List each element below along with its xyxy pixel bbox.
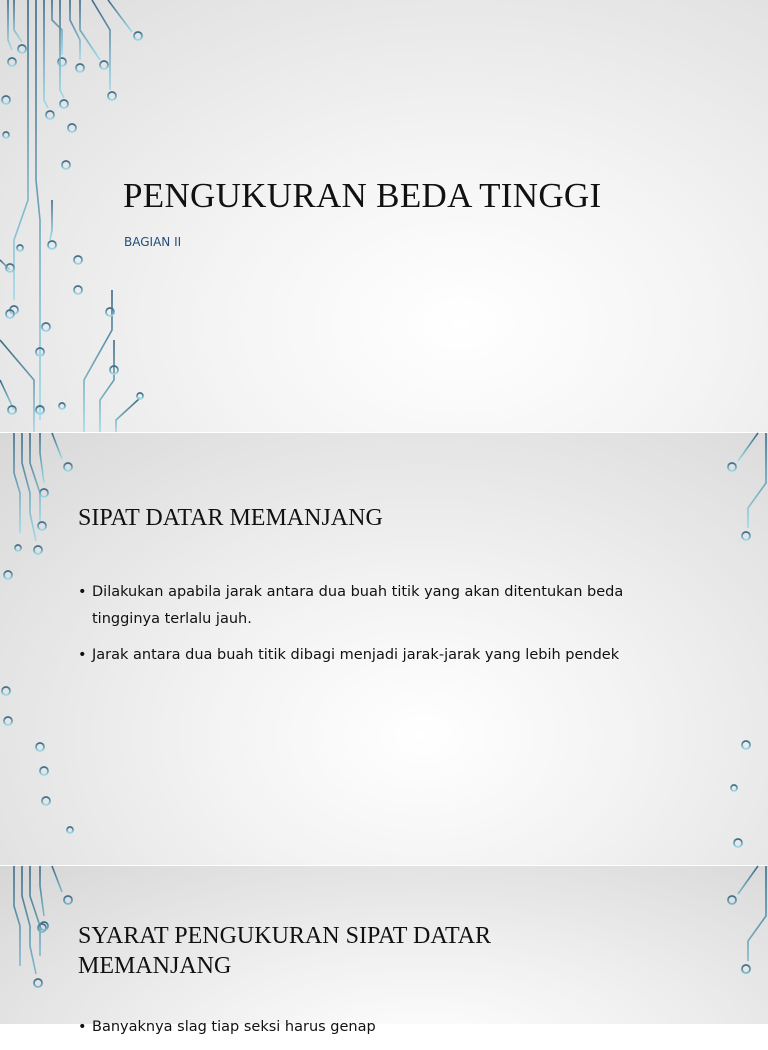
bullet-item: • Banyaknya slag tiap seksi harus genap: [78, 1014, 668, 1041]
bullet-list: [78, 1014, 668, 1050]
circuit-decoration-right-icon: [708, 866, 768, 1024]
slide-title: PENGUKURAN BEDA TINGGI: [123, 176, 602, 215]
circuit-decoration-right-icon: [708, 433, 768, 865]
slide-heading: SIPAT DATAR MEMANJANG: [78, 505, 383, 531]
slide-2: [0, 433, 768, 865]
circuit-decoration-icon: [0, 0, 150, 432]
bullet-list: [78, 579, 668, 678]
slide-heading: SYARAT PENGUKURAN SIPAT DATAR MEMANJANG: [78, 923, 492, 979]
circuit-decoration-left-icon: [0, 866, 80, 1024]
bullet-item: • Dilakukan apabila jarak antara dua buah titik yang akan ditentukan beda tingginya terlalu jauh.: [78, 579, 668, 633]
slide-3: [0, 866, 768, 1035]
circuit-decoration-left-icon: [0, 433, 80, 865]
bullet-item: • Jarak antara dua buah titik dibagi menjadi jarak-jarak yang lebih pendek: [78, 642, 668, 669]
slide-subtitle: BAGIAN II: [124, 235, 182, 249]
slide-1: [0, 0, 768, 432]
